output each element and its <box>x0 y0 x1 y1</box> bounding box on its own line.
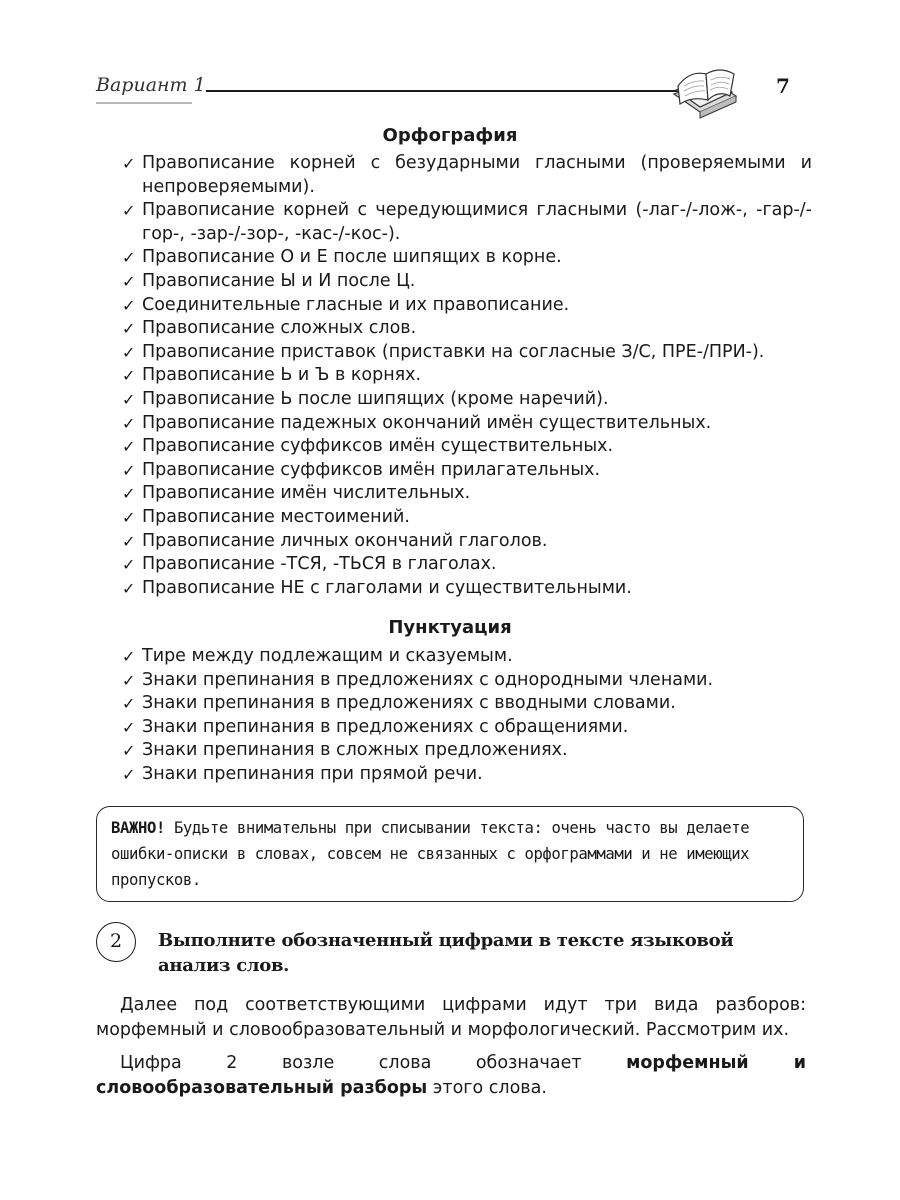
list-item: ✓ Правописание имён числительных. <box>122 482 812 506</box>
checkmark-icon: ✓ <box>122 741 136 761</box>
list-item: ✓ Правописание О и Е после шипящих в корне. <box>122 246 812 270</box>
paragraph-2 <box>96 1051 806 1101</box>
task-title: Выполните обозначенный цифрами в тексте языковой анализ слов. <box>158 930 734 976</box>
checkmark-icon: ✓ <box>122 764 136 784</box>
checkmark-icon: ✓ <box>122 342 136 362</box>
list-item: ✓ Правописание Ы и И после Ц. <box>122 270 812 294</box>
header-rule <box>206 90 686 92</box>
checkmark-icon: ✓ <box>122 647 136 666</box>
variant-underline <box>96 102 192 104</box>
open-book-icon <box>670 60 740 122</box>
page-header <box>96 60 796 130</box>
important-note <box>96 806 804 902</box>
checkmark-icon: ✓ <box>122 484 136 504</box>
checkmark-icon: ✓ <box>122 670 136 690</box>
checkmark-icon: ✓ <box>122 201 136 221</box>
orthography-list <box>122 152 812 600</box>
list-item: ✓ Правописание личных окончаний глаголов. <box>122 530 812 554</box>
checkmark-icon: ✓ <box>122 694 136 714</box>
list-item: ✓ Правописание -ТСЯ, -ТЬСЯ в глаголах. <box>122 553 812 577</box>
paragraph-2-bold: морфемный и словообразовательный разборы <box>96 1053 806 1098</box>
checkmark-icon: ✓ <box>122 413 136 433</box>
checkmark-icon: ✓ <box>122 531 136 551</box>
list-item: ✓ Правописание сложных слов. <box>122 317 812 341</box>
punctuation-list <box>122 645 812 787</box>
page-number: 7 <box>776 74 790 98</box>
checkmark-icon: ✓ <box>122 717 136 737</box>
paragraph-2-end: этого слова. <box>427 1078 547 1098</box>
list-item: ✓ Соединительные гласные и их правописание. <box>122 294 812 318</box>
task-number-badge: 2 <box>96 922 136 962</box>
paragraph-2-start: Цифра 2 возле слова обозначает <box>120 1053 627 1073</box>
checkmark-icon: ✓ <box>122 248 136 268</box>
checkmark-icon: ✓ <box>122 295 136 315</box>
list-item: ✓ Правописание местоимений. <box>122 506 812 530</box>
checkmark-icon: ✓ <box>122 271 136 291</box>
list-item: ✓ Тире между подлежащим и сказуемым. <box>122 645 812 669</box>
list-item: ✓ Правописание корней с чередующимися гласными (-лаг-/-лож-, -гар-/-гор-, -зар-/-зор-, -кас-/-кос-). <box>122 200 812 244</box>
list-item: ✓ Знаки препинания в предложениях с однородными членами. <box>122 669 812 693</box>
section-title-punctuation: Пунктуация <box>388 617 512 638</box>
variant-label: Вариант 1 <box>96 74 206 96</box>
list-item: ✓ Правописание корней с безударными гласными (проверяемыми и непроверяемыми). <box>122 153 812 197</box>
list-item: ✓ Знаки препинания в предложениях с вводными словами. <box>122 692 812 716</box>
list-item: ✓ Правописание приставок (приставки на согласные З/С, ПРЕ-/ПРИ-). <box>122 341 812 365</box>
checkmark-icon: ✓ <box>122 578 136 598</box>
list-item: ✓ Правописание суффиксов имён прилагательных. <box>122 459 812 483</box>
checkmark-icon: ✓ <box>122 389 136 409</box>
list-item: ✓ Правописание НЕ с глаголами и существительными. <box>122 577 812 601</box>
list-item: ✓ Правописание Ь после шипящих (кроме наречий). <box>122 388 812 412</box>
list-item: ✓ Знаки препинания в сложных предложениях. <box>122 739 812 763</box>
list-item: ✓ Знаки препинания при прямой речи. <box>122 763 812 787</box>
checkmark-icon: ✓ <box>122 555 136 575</box>
checkmark-icon: ✓ <box>122 460 136 480</box>
section-title-orthography: Орфография <box>382 125 518 146</box>
list-item: ✓ Правописание Ь и Ъ в корнях. <box>122 364 812 388</box>
note-label: ВАЖНО! <box>111 819 165 837</box>
paragraph-1: Далее под соответствующими цифрами идут три вида разборов: морфемный и словообразовательный и морфологический. Рассмотрим их. <box>96 995 806 1040</box>
list-item: ✓ Знаки препинания в предложениях с обращениями. <box>122 716 812 740</box>
checkmark-icon: ✓ <box>122 319 136 339</box>
list-item: ✓ Правописание падежных окончаний имён существительных. <box>122 412 812 436</box>
checkmark-icon: ✓ <box>122 507 136 527</box>
checkmark-icon: ✓ <box>122 437 136 457</box>
checkmark-icon: ✓ <box>122 154 136 173</box>
note-text: Будьте внимательны при списывании текста: очень часто вы делаете ошибки-описки в словах, совсем не связанных с орфограммами и не имеющих пропусков. <box>111 819 750 889</box>
checkmark-icon: ✓ <box>122 366 136 386</box>
list-item: ✓ Правописание суффиксов имён существительных. <box>122 435 812 459</box>
